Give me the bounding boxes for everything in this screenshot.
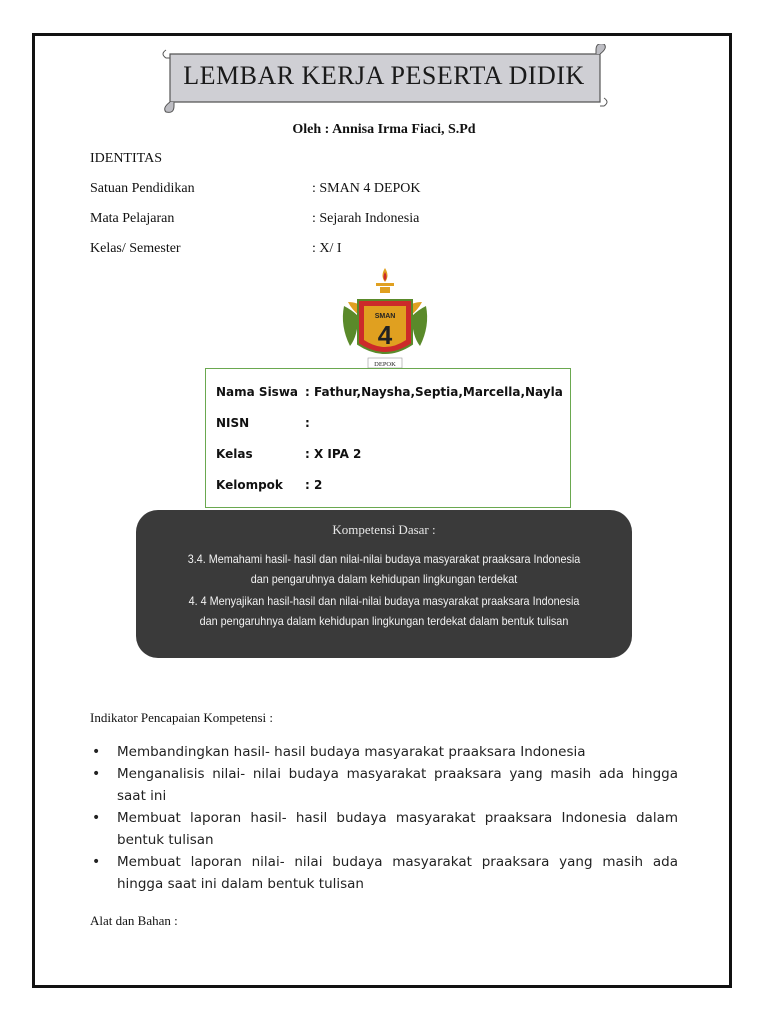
bullet-icon: • <box>92 854 101 870</box>
school-emblem-icon <box>338 266 432 370</box>
page-title: LEMBAR KERJA PESERTA DIDIK <box>183 61 585 90</box>
competency-line: dan pengaruhnya dalam kehidupan lingkungan terdekat dalam bentuk tulisan <box>199 614 569 628</box>
identity-value: : Sejarah Indonesia <box>312 211 420 226</box>
title-banner <box>160 44 610 114</box>
list-item <box>90 741 678 763</box>
indicators-heading: Indikator Pencapaian Kompetensi : <box>90 710 274 725</box>
materials-heading: Alat dan Bahan : <box>90 913 178 928</box>
list-item <box>90 763 678 807</box>
student-info-box <box>205 368 571 508</box>
bullet-icon: • <box>92 810 101 826</box>
bullet-icon: • <box>92 744 101 760</box>
student-label: Nama Siswa <box>216 385 299 399</box>
emblem-text-top: SMAN <box>374 313 396 320</box>
indicator-text: Membuat laporan hasil- hasil budaya masyarakat praaksara Indonesia dalam bentuk tulisan <box>117 810 678 848</box>
student-value: : Fathur,Naysha,Septia,Marcella,Nayla <box>305 385 563 399</box>
student-value: : <box>305 416 310 430</box>
emblem-number: 4 <box>377 320 393 350</box>
student-label: Kelompok <box>216 478 283 492</box>
identity-label: Satuan Pendidikan <box>90 181 195 196</box>
bullet-icon: • <box>92 766 101 782</box>
competency-line: 4. 4 Menyajikan hasil-hasil dan nilai-nilai budaya masyarakat praaksara Indonesia <box>188 594 580 608</box>
indicator-text: Membandingkan hasil- hasil budaya masyarakat praaksara Indonesia <box>117 744 586 760</box>
student-label: NISN <box>216 416 250 430</box>
identity-label: Mata Pelajaran <box>90 211 175 226</box>
identity-heading: IDENTITAS <box>90 151 162 166</box>
author-line: Oleh : Annisa Irma Fiaci, S.Pd <box>292 122 476 137</box>
competency-title: Kompetensi Dasar : <box>332 522 436 537</box>
competency-line: dan pengaruhnya dalam kehidupan lingkungan terdekat <box>250 572 518 586</box>
student-value: : X IPA 2 <box>305 447 362 461</box>
identity-value: : SMAN 4 DEPOK <box>312 181 421 196</box>
student-value: : 2 <box>305 478 323 492</box>
emblem-text-bottom: DEPOK <box>374 361 396 368</box>
student-label: Kelas <box>216 447 253 461</box>
indicator-list <box>90 741 678 895</box>
list-item <box>90 807 678 851</box>
competency-line: 3.4. Memahami hasil- hasil dan nilai-nilai budaya masyarakat praaksara Indonesia <box>187 552 581 566</box>
indicator-text: Menganalisis nilai- nilai budaya masyarakat praaksara yang masih ada hingga saat ini <box>117 766 678 804</box>
indicator-text: Membuat laporan nilai- nilai budaya masyarakat praaksara yang masih ada hingga saat ini dalam bentuk tulisan <box>117 854 678 892</box>
identity-label: Kelas/ Semester <box>90 241 181 256</box>
list-item <box>90 851 678 895</box>
identity-value: : X/ I <box>312 241 342 256</box>
competency-box <box>136 510 632 658</box>
